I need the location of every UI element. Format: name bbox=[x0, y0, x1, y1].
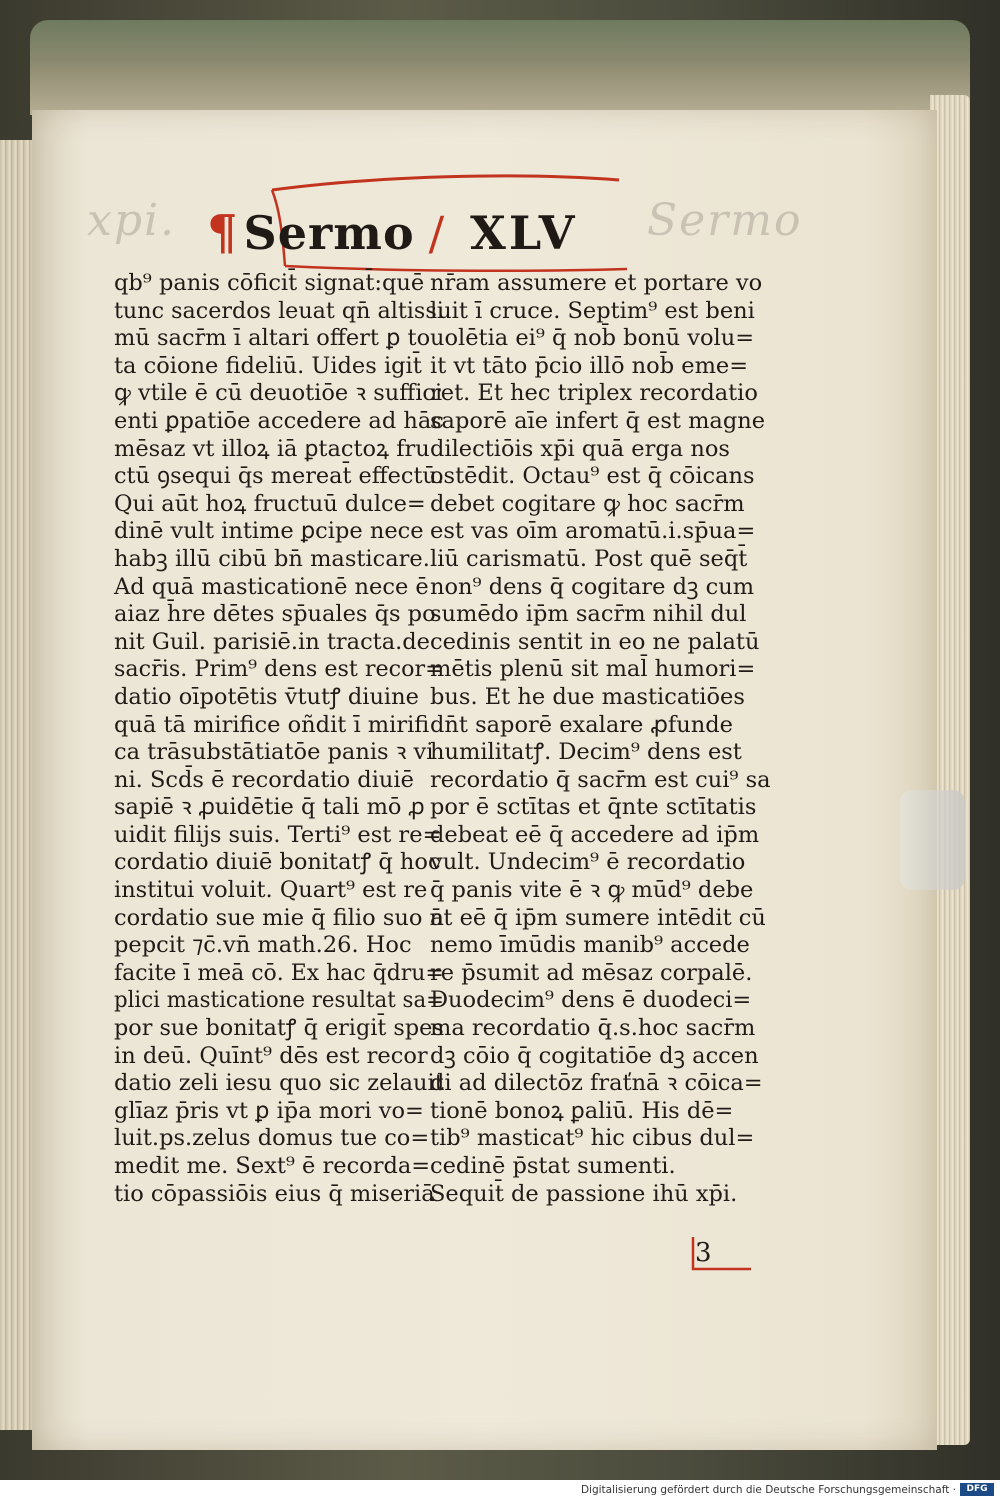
text-line: dilectiōis xp̄i quā erga nos bbox=[430, 435, 730, 462]
text-line: saporē aīe infert q̄ est magne bbox=[430, 407, 766, 434]
text-line: Ad quā masticationē nece ē bbox=[114, 573, 429, 600]
text-line: por ē sctītas et q̄nte sctītatis bbox=[430, 794, 757, 821]
text-column-left bbox=[114, 270, 444, 1208]
text-line: re p̄sumit ad mēsaz corpalē. bbox=[430, 959, 753, 986]
text-line: aiaz h̄re dētes sp̄uales q̄s po bbox=[114, 601, 436, 628]
ghost-text-left: xpi. bbox=[87, 195, 177, 246]
text-line: mētis plenū sit mal̄ humori= bbox=[430, 656, 756, 683]
text-line: Sequit̄ de passione ihū xp̄i. bbox=[430, 1180, 738, 1207]
text-line: Qui aūt hoꝝ fructuū dulce= bbox=[114, 490, 426, 517]
text-line: Duodecim⁹ dens ē duodeci= bbox=[430, 987, 752, 1014]
text-line: cordatio diuiē bonitatꝭ q̄ hoc bbox=[114, 849, 441, 876]
text-line: mū sacr̄m ī altari offert ꝑ to bbox=[114, 325, 431, 352]
text-line: facite ī meā cō. Ex hac q̄dru= bbox=[114, 959, 444, 986]
pilcrow-mark: ¶ bbox=[207, 205, 238, 261]
text-line: tionē bonoꝝ ꝑaliū. His dē= bbox=[430, 1097, 734, 1124]
text-line: sumēdo ip̄m sacr̄m nihil dul bbox=[430, 601, 747, 628]
footer-credit: Digitalisierung gefördert durch die Deutsche Forschungsgemeinschaft · bbox=[580, 1484, 956, 1496]
text-line: it vt tāto p̄cio illō nob̄ eme= bbox=[430, 352, 749, 379]
text-line: dꝫ cōio q̄ cogitatiōe dꝫ accen bbox=[430, 1042, 759, 1069]
page-clip bbox=[900, 790, 965, 890]
text-line: liū carismatū. Post quē seq̄t̄ bbox=[430, 545, 748, 572]
text-line: ni. Scd̄s ē recordatio diuiē bbox=[114, 766, 414, 793]
book-top-edge bbox=[30, 20, 970, 115]
text-line: uolētia ei⁹ q̄ nob̄ bonū volu= bbox=[430, 325, 755, 352]
text-line: mēsaz vt illoꝝ iā ꝑtactoꝝ fru bbox=[114, 435, 430, 462]
ghost-text-right: Sermo bbox=[647, 195, 803, 246]
text-line: non⁹ dens q̄ cogitare dꝫ cum bbox=[430, 573, 755, 600]
text-line: habꝫ illū cibū bn̄ masticare. bbox=[114, 545, 430, 572]
text-line: glīaz p̄ris vt ꝑ ip̄a mori vo= bbox=[114, 1097, 424, 1124]
text-line: dinē vult intime ꝑcipe nece bbox=[114, 518, 424, 545]
rubric-slash-icon: / bbox=[428, 206, 445, 260]
dfg-logo: DFG bbox=[960, 1483, 994, 1496]
text-line: vult. Undecim⁹ ē recordatio bbox=[430, 849, 746, 876]
text-line: tib⁹ masticat⁹ hic cibus dul= bbox=[430, 1125, 755, 1152]
text-line: ꝙ vtile ē cū deuotiōe ꝛ suffici bbox=[114, 380, 443, 407]
text-line: por sue bonitatꝭ q̄ erigit̄ spes bbox=[114, 1015, 444, 1042]
text-line: tio cōpassiōis eius q̄ miseriā bbox=[114, 1180, 435, 1207]
text-line: debet cogitare ꝙ hoc sacr̄m bbox=[430, 490, 745, 517]
text-column-right bbox=[430, 270, 800, 1208]
text-line: medit me. Sext⁹ ē recorda= bbox=[114, 1153, 431, 1179]
heading-title: Sermo bbox=[243, 206, 415, 260]
heading-numeral: XLV bbox=[470, 206, 578, 260]
text-line: nemo īmūdis manib⁹ accede bbox=[430, 932, 750, 959]
text-line: di ad dilectōz fraťnā ꝛ cōica= bbox=[430, 1070, 763, 1097]
text-line: ostēdit. Octau⁹ est q̄ cōicans bbox=[430, 463, 755, 490]
text-line: at eē q̄ ip̄m sumere intēdit cū bbox=[430, 904, 766, 931]
text-line: datio oīpotētis v̄tutꝭ diuine bbox=[114, 683, 419, 710]
text-line: datio zeli iesu quo sic zelauit bbox=[114, 1070, 444, 1097]
text-line: cordatio sue mie q̄ filio suo n̄ bbox=[114, 904, 445, 931]
text-line: q̄ panis vite ē ꝛ ꝙ mūd⁹ debe bbox=[430, 877, 754, 904]
text-line: quā tā mirifice oñdit ī mirifi bbox=[114, 711, 430, 738]
text-line: humilitatꝭ. Decim⁹ dens est bbox=[430, 739, 742, 766]
text-line: luit.ps.zelus domus tue co= bbox=[114, 1125, 430, 1152]
text-line: nr̄am assumere et portare vo bbox=[430, 270, 763, 296]
text-line: pepcit ⁊c̄.vn̄ math.26. Hoc bbox=[114, 932, 412, 959]
book-page bbox=[32, 110, 937, 1450]
text-line: enti ꝑpatiōe accedere ad hāc bbox=[114, 407, 444, 434]
text-line: cedinis sentit in eo ne palatū bbox=[430, 628, 760, 655]
text-line: bus. Et he due masticatiōes bbox=[430, 683, 745, 710]
text-line: tunc sacerdos leuat qn̄ altissi bbox=[114, 297, 444, 324]
text-line: debeat eē q̄ accedere ad ip̄m bbox=[430, 821, 760, 848]
text-line: ret. Et hec triplex recordatio bbox=[430, 380, 758, 407]
text-line: ctū ꝯsequi q̄s mereat̄ effectū. bbox=[114, 463, 444, 490]
text-line: luit ī cruce. Septim⁹ est beni bbox=[430, 297, 755, 324]
sermon-heading bbox=[207, 205, 577, 265]
text-line: sacr̄is. Prim⁹ dens est recor= bbox=[114, 656, 444, 683]
text-line: in deū. Quīnt⁹ dēs est recor bbox=[114, 1042, 428, 1069]
text-line: sapiē ꝛ ꝓuidētie q̄ tali mō ꝓ bbox=[114, 794, 425, 821]
text-line: nit Guil. parisiē.in tracta.de bbox=[114, 628, 430, 655]
text-line: ma recordatio q̄.s.hoc sacr̄m bbox=[430, 1015, 756, 1042]
text-line: institui voluit. Quart⁹ est re bbox=[114, 877, 428, 904]
text-line: cedinē p̄stat sumenti. bbox=[430, 1153, 676, 1179]
signature-mark: 3 bbox=[695, 1238, 712, 1268]
text-line: dn̄t saporē exalare ꝓfunde bbox=[430, 711, 733, 738]
text-line: uidit filijs suis. Terti⁹ est re= bbox=[114, 821, 442, 848]
text-line: plici masticatione resultat sa= bbox=[114, 987, 444, 1014]
text-line: est vas oīm aromatū.i.sp̄ua= bbox=[430, 518, 756, 545]
text-line: ca trāsubstātiatōe panis ꝛ vi bbox=[114, 739, 434, 766]
text-line: ta cōione fideliū. Uides igit̄ bbox=[114, 352, 422, 379]
text-line: recordatio q̄ sacr̄m est cui⁹ sa bbox=[430, 766, 771, 793]
text-line: qb⁹ panis cōficit̄ signat̄:quē bbox=[114, 270, 425, 296]
